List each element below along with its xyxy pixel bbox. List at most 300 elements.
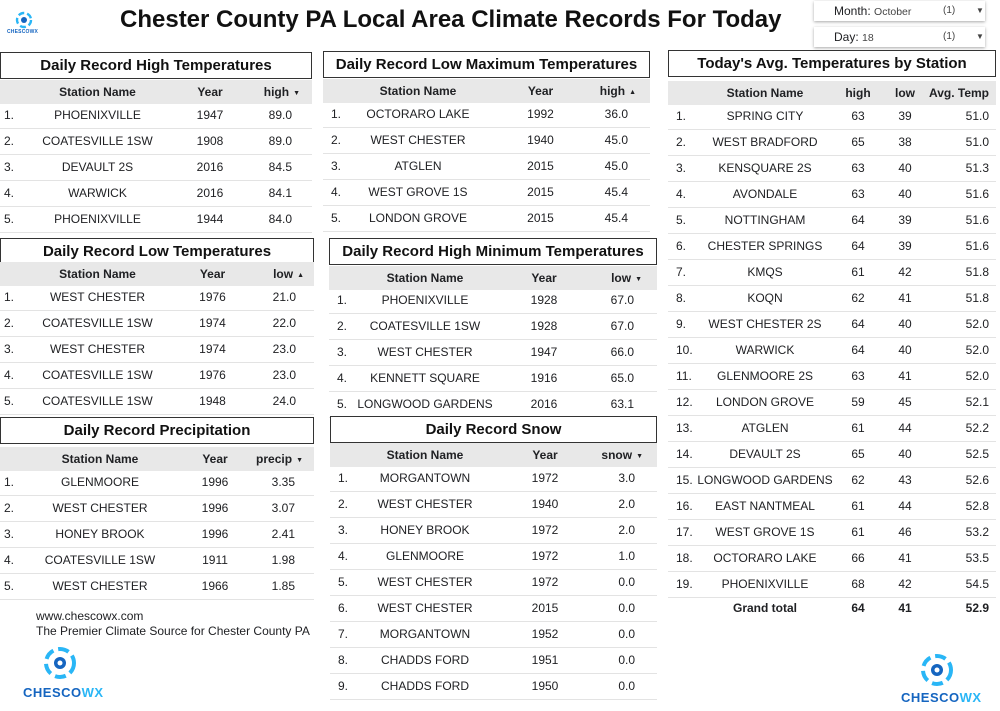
snow-title: Daily Record Snow [330, 416, 657, 443]
row-number: 2. [331, 133, 342, 147]
record-value: 3.35 [271, 475, 295, 489]
table-row [668, 104, 996, 130]
table-row [668, 364, 996, 390]
station-name: WEST CHESTER [52, 501, 148, 515]
footer-site[interactable]: www.chescowx.com [36, 609, 144, 623]
record-year: 2015 [527, 211, 554, 225]
column-header-station[interactable]: Station Name [726, 86, 804, 100]
station-name: WEST CHESTER [377, 575, 473, 589]
row-number: 13. [676, 421, 693, 435]
record-value: 0.0 [618, 653, 635, 667]
total-low: 41 [898, 601, 912, 615]
row-number: 16. [676, 499, 693, 513]
avg-low: 45 [898, 395, 912, 409]
avg-temp: 51.6 [965, 187, 989, 201]
station-name: CHADDS FORD [380, 653, 469, 667]
low-max-header [323, 79, 650, 103]
chevron-down-icon[interactable]: ▼ [976, 32, 984, 41]
record-value: 0.0 [618, 679, 635, 693]
station-name: WARWICK [735, 343, 795, 357]
brand-text-left [23, 685, 104, 700]
column-header-station[interactable]: Station Name [386, 448, 464, 462]
brand-text-right-part2: WX [959, 690, 982, 705]
avg-temp: 54.5 [965, 577, 989, 591]
row-number: 4. [331, 185, 342, 199]
row-number: 1. [4, 475, 15, 489]
record-year: 2016 [196, 186, 224, 200]
month-selector[interactable] [814, 1, 985, 21]
avg-temp: 51.6 [965, 213, 989, 227]
avg-temp: 52.1 [965, 395, 989, 409]
day-label: Day: [834, 30, 859, 44]
column-header-avg[interactable]: Avg. Temp [928, 86, 989, 100]
brand-text-right [901, 690, 982, 705]
sort-icon[interactable]: ▲ [297, 272, 304, 279]
row-number: 9. [338, 679, 349, 693]
column-header-value-label: precip [256, 452, 293, 466]
table-row [668, 156, 996, 182]
avg-low: 41 [898, 551, 912, 565]
record-year: 1996 [201, 475, 229, 489]
avg-low: 44 [898, 421, 912, 435]
station-name: LONDON GROVE [715, 395, 814, 409]
row-number: 5. [338, 575, 349, 589]
row-number: 1. [331, 107, 342, 121]
low-max-title: Daily Record Low Maximum Temperatures [323, 51, 650, 78]
record-year: 1974 [199, 342, 226, 356]
chescowx-logo-right [917, 650, 957, 693]
station-name: WEST CHESTER [377, 601, 473, 615]
record-value: 84.5 [268, 160, 292, 174]
row-number: 3. [337, 345, 348, 359]
table-row [0, 389, 314, 415]
table-row [668, 520, 996, 546]
avg-temp: 52.5 [965, 447, 989, 461]
record-year: 1996 [201, 501, 229, 515]
chescowx-logo-left [40, 643, 80, 686]
record-year: 1947 [196, 108, 224, 122]
column-header-station[interactable]: Station Name [379, 84, 457, 98]
page-title: Chester County PA Local Area Climate Records For Today [120, 6, 782, 33]
station-name: COATESVILLE 1SW [42, 368, 153, 382]
row-number: 2. [337, 319, 348, 333]
record-value: 84.1 [268, 186, 292, 200]
avg-temp: 53.2 [965, 525, 989, 539]
station-name: LONDON GROVE [368, 211, 467, 225]
table-row [0, 574, 314, 600]
record-value: 67.0 [610, 319, 634, 333]
brand-text-left-part2: WX [81, 685, 104, 700]
station-name: KOQN [747, 291, 783, 305]
avg-low: 46 [898, 525, 912, 539]
station-name: EAST NANTMEAL [715, 499, 815, 513]
month-count: (1) [943, 5, 956, 16]
column-header-value-label: high [599, 84, 626, 98]
grand-total-row [668, 596, 996, 622]
sort-icon[interactable]: ▼ [635, 276, 642, 283]
record-value: 0.0 [618, 627, 635, 641]
avg-high: 64 [851, 317, 865, 331]
avg-high: 61 [851, 499, 865, 513]
row-number: 3. [4, 160, 15, 174]
station-name: DEVAULT 2S [61, 160, 134, 174]
avg-low: 42 [898, 265, 912, 279]
table-row [668, 390, 996, 416]
high-min-title: Daily Record High Minimum Temperatures [329, 238, 657, 265]
chevron-down-icon[interactable]: ▼ [976, 6, 984, 15]
table-row [668, 416, 996, 442]
table-row [330, 622, 657, 648]
record-year: 2015 [527, 185, 554, 199]
avg-high: 63 [851, 369, 865, 383]
row-number: 2. [676, 135, 687, 149]
station-name: OCTORARO LAKE [713, 551, 817, 565]
avg-high: 61 [851, 525, 865, 539]
precip-title: Daily Record Precipitation [0, 417, 314, 444]
record-year: 1996 [201, 527, 229, 541]
record-year: 1972 [531, 549, 559, 563]
row-number: 8. [676, 291, 687, 305]
row-number: 14. [676, 447, 693, 461]
column-header-value-label: high [263, 85, 290, 99]
record-value: 0.0 [618, 601, 635, 615]
station-name: LONGWOOD GARDENS [697, 473, 833, 487]
row-number: 3. [338, 523, 349, 537]
row-number: 11. [676, 369, 692, 383]
avg-low: 40 [898, 161, 912, 175]
snow-header [330, 443, 657, 467]
record-value: 45.4 [604, 211, 628, 225]
record-value: 22.0 [272, 316, 296, 330]
column-header-station[interactable]: Station Name [59, 267, 136, 281]
row-number: 7. [676, 265, 687, 279]
low-temps-title: Daily Record Low Temperatures [0, 238, 314, 265]
avg-temp: 51.3 [965, 161, 989, 175]
record-value: 65.0 [610, 371, 634, 385]
table-row [0, 470, 314, 496]
station-name: MORGANTOWN [379, 471, 471, 485]
station-name: PHOENIXVILLE [721, 577, 809, 591]
row-number: 1. [337, 293, 348, 307]
row-number: 19. [676, 577, 693, 591]
brand-small-text: CHESCOWX [7, 29, 39, 35]
table-row [0, 548, 314, 574]
table-row [668, 468, 996, 494]
avg-temp: 51.6 [965, 239, 989, 253]
column-header-year[interactable]: Year [532, 448, 558, 462]
avg-temp: 51.8 [965, 265, 989, 279]
station-name: DEVAULT 2S [729, 447, 801, 461]
table-row [668, 546, 996, 572]
table-row [323, 128, 650, 154]
record-value: 1.85 [271, 579, 295, 593]
record-year: 1992 [527, 107, 554, 121]
avg-high: 62 [851, 291, 865, 305]
station-name: KMQS [747, 265, 783, 279]
station-name: WEST CHESTER [377, 345, 473, 359]
table-row [0, 337, 314, 363]
station-name: COATESVILLE 1SW [42, 394, 153, 408]
record-value: 45.0 [604, 159, 628, 173]
avg-temps-title: Today's Avg. Temperatures by Station [668, 50, 996, 77]
avg-high: 61 [851, 421, 865, 435]
avg-low: 39 [898, 239, 912, 253]
avg-temp: 51.8 [965, 291, 989, 305]
column-header-low[interactable]: low [895, 86, 915, 100]
avg-low: 39 [898, 213, 912, 227]
record-value: 89.0 [268, 134, 292, 148]
station-name: WEST CHESTER [49, 342, 146, 356]
station-name: WEST GROVE 1S [368, 185, 468, 199]
station-name: GLENMOORE [385, 549, 464, 563]
brand-text-right-part1: CHESCO [901, 690, 960, 705]
record-year: 1972 [531, 575, 559, 589]
row-number: 3. [4, 342, 15, 356]
station-name: PHOENIXVILLE [54, 108, 141, 122]
table-row [330, 596, 657, 622]
row-number: 1. [676, 109, 687, 123]
column-header-high[interactable]: high [845, 86, 871, 100]
station-name: WARWICK [68, 186, 127, 200]
record-year: 1974 [199, 316, 226, 330]
record-year: 1911 [202, 553, 228, 567]
record-value: 23.0 [272, 368, 296, 382]
column-header-station[interactable]: Station Name [386, 271, 464, 285]
column-header-year[interactable]: Year [197, 85, 223, 99]
table-row [329, 288, 657, 314]
record-year: 2015 [527, 159, 554, 173]
avg-low: 43 [898, 473, 912, 487]
table-row [668, 338, 996, 364]
station-name: WEST CHESTER [52, 579, 148, 593]
row-number: 2. [4, 316, 15, 330]
station-name: AVONDALE [732, 187, 798, 201]
station-name: WEST CHESTER [49, 290, 146, 304]
sort-icon[interactable]: ▲ [629, 89, 636, 96]
avg-high: 64 [851, 343, 865, 357]
row-number: 7. [338, 627, 349, 641]
station-name: WEST BRADFORD [712, 135, 818, 149]
table-row [668, 572, 996, 598]
avg-low: 40 [898, 317, 912, 331]
row-number: 9. [676, 317, 687, 331]
table-row [0, 129, 312, 155]
avg-high: 63 [851, 161, 865, 175]
table-row [329, 392, 657, 418]
sort-icon[interactable]: ▼ [293, 90, 300, 97]
record-year: 2015 [531, 601, 559, 615]
column-header-value-label: snow [601, 448, 633, 462]
avg-low: 44 [898, 499, 912, 513]
station-name: GLENMOORE 2S [716, 369, 814, 383]
table-row [0, 207, 312, 233]
column-header-year[interactable]: Year [199, 267, 226, 281]
avg-high: 65 [851, 447, 865, 461]
station-name: GLENMOORE [60, 475, 139, 489]
column-header-station[interactable]: Station Name [61, 452, 139, 466]
table-row [668, 260, 996, 286]
station-name: CHESTER SPRINGS [707, 239, 823, 253]
station-name: LONGWOOD GARDENS [357, 397, 493, 411]
table-row [0, 181, 312, 207]
table-row [668, 286, 996, 312]
table-row [330, 492, 657, 518]
record-year: 1928 [530, 293, 558, 307]
table-row [668, 130, 996, 156]
row-number: 4. [4, 553, 15, 567]
sort-icon[interactable]: ▼ [636, 453, 643, 460]
avg-low: 39 [898, 109, 912, 123]
column-header-year[interactable]: Year [527, 84, 554, 98]
row-number: 4. [676, 187, 687, 201]
row-number: 4. [4, 186, 15, 200]
record-year: 1966 [201, 579, 229, 593]
record-year: 1972 [531, 523, 559, 537]
record-value: 0.0 [618, 575, 635, 589]
table-row [0, 363, 314, 389]
row-number: 4. [337, 371, 348, 385]
station-name: HONEY BROOK [380, 523, 470, 537]
row-number: 5. [676, 213, 687, 227]
row-number: 12. [676, 395, 693, 409]
record-year: 1944 [196, 212, 224, 226]
avg-low: 40 [898, 187, 912, 201]
record-year: 1972 [531, 471, 559, 485]
station-name: PHOENIXVILLE [54, 212, 141, 226]
avg-low: 42 [898, 577, 912, 591]
avg-low: 38 [898, 135, 912, 149]
row-number: 3. [676, 161, 687, 175]
record-value: 36.0 [604, 107, 628, 121]
avg-low: 41 [898, 291, 912, 305]
record-value: 2.0 [618, 497, 635, 511]
sort-icon[interactable]: ▼ [296, 457, 303, 464]
table-row [668, 494, 996, 520]
record-year: 1940 [527, 133, 554, 147]
table-row [668, 234, 996, 260]
table-row [0, 285, 314, 311]
row-number: 5. [337, 397, 348, 411]
column-header-year[interactable]: Year [531, 271, 557, 285]
row-number: 2. [4, 501, 15, 515]
total-high: 64 [851, 601, 865, 615]
record-year: 1948 [199, 394, 226, 408]
avg-high: 59 [851, 395, 865, 409]
record-year: 1928 [530, 319, 558, 333]
table-row [0, 496, 314, 522]
high-temps-header [0, 80, 312, 104]
column-header-station[interactable]: Station Name [59, 85, 136, 99]
record-value: 63.1 [610, 397, 634, 411]
table-row [329, 366, 657, 392]
row-number: 10. [676, 343, 693, 357]
column-header-year[interactable]: Year [202, 452, 228, 466]
table-row [0, 155, 312, 181]
footer-tagline: The Premier Climate Source for Chester County PA [36, 624, 310, 638]
record-value: 1.98 [271, 553, 295, 567]
record-value: 84.0 [268, 212, 292, 226]
table-row [668, 312, 996, 338]
station-name: WEST CHESTER [377, 497, 473, 511]
record-value: 23.0 [272, 342, 296, 356]
low-temps-header [0, 262, 314, 286]
record-value: 45.0 [604, 133, 628, 147]
record-year: 1947 [530, 345, 558, 359]
high-temps-title: Daily Record High Temperatures [0, 52, 312, 79]
table-row [323, 154, 650, 180]
avg-high: 64 [851, 239, 865, 253]
avg-high: 64 [851, 213, 865, 227]
record-value: 21.0 [272, 290, 296, 304]
precip-header [0, 447, 314, 471]
day-selector[interactable] [814, 27, 985, 47]
avg-high: 63 [851, 109, 865, 123]
station-name: ATGLEN [741, 421, 789, 435]
row-number: 5. [331, 211, 342, 225]
row-number: 1. [4, 290, 15, 304]
table-row [668, 442, 996, 468]
table-row [330, 674, 657, 700]
row-number: 3. [4, 527, 15, 541]
record-year: 1950 [531, 679, 559, 693]
table-row [330, 544, 657, 570]
record-value: 2.0 [618, 523, 635, 537]
avg-low: 40 [898, 447, 912, 461]
row-number: 5. [4, 212, 15, 226]
row-number: 2. [4, 134, 15, 148]
station-name: PHOENIXVILLE [381, 293, 469, 307]
record-year: 2016 [530, 397, 558, 411]
station-name: KENNETT SQUARE [370, 371, 480, 385]
column-header-value-label: low [611, 271, 632, 285]
station-name: ATGLEN [394, 159, 442, 173]
avg-low: 41 [898, 369, 912, 383]
record-year: 1952 [531, 627, 559, 641]
row-number: 15. [676, 473, 693, 487]
table-row [323, 206, 650, 232]
station-name: COATESVILLE 1SW [42, 134, 153, 148]
table-row [329, 340, 657, 366]
station-name: HONEY BROOK [55, 527, 145, 541]
table-row [0, 311, 314, 337]
day-value: 18 [862, 32, 874, 44]
record-value: 67.0 [610, 293, 634, 307]
record-value: 2.41 [271, 527, 295, 541]
avg-temps-header [668, 81, 996, 105]
row-number: 18. [676, 551, 693, 565]
month-label: Month: [834, 4, 871, 18]
avg-temp: 51.0 [965, 135, 989, 149]
record-value: 24.0 [272, 394, 296, 408]
row-number: 5. [4, 579, 15, 593]
row-number: 2. [338, 497, 349, 511]
column-header-value-label: low [273, 267, 294, 281]
record-year: 2016 [196, 160, 224, 174]
table-row [323, 102, 650, 128]
station-name: CHADDS FORD [380, 679, 469, 693]
station-name: COATESVILLE 1SW [44, 553, 156, 567]
record-value: 89.0 [268, 108, 292, 122]
table-row [323, 180, 650, 206]
day-count: (1) [943, 31, 956, 42]
station-name: KENSQUARE 2S [718, 161, 812, 175]
avg-temp: 53.5 [965, 551, 989, 565]
avg-high: 62 [851, 473, 865, 487]
avg-low: 40 [898, 343, 912, 357]
record-value: 3.07 [271, 501, 295, 515]
avg-temp: 52.0 [965, 343, 989, 357]
row-number: 17. [676, 525, 693, 539]
